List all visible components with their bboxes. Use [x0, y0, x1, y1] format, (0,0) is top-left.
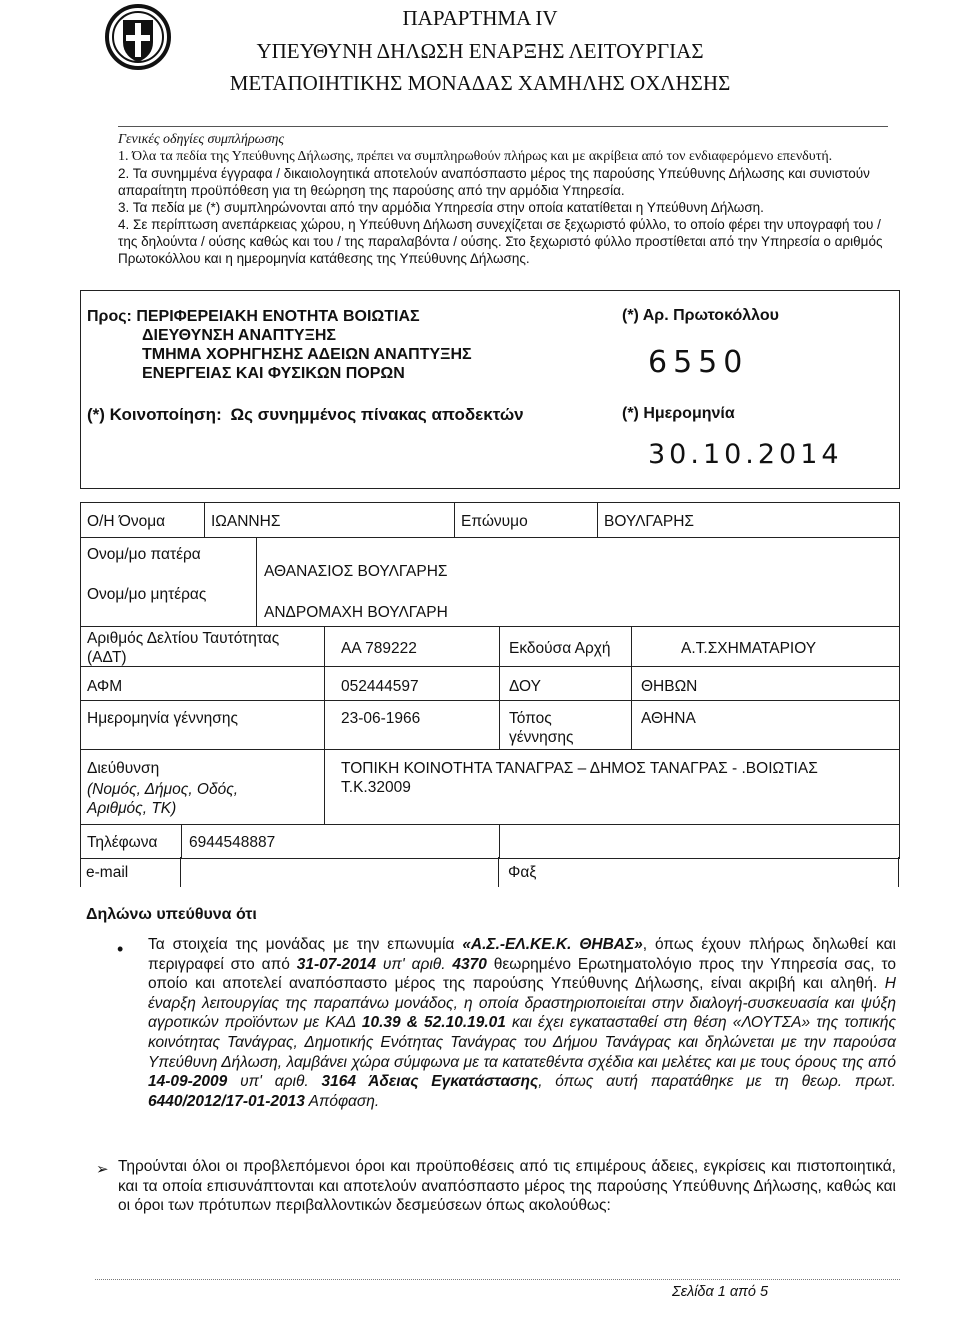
- instructions-heading: Γενικές οδηγίες συμπλήρωσης: [118, 132, 285, 147]
- declaration-paragraph: Τα στοιχεία της μονάδας με την επωνυμία «Α.Σ.-ΕΛ.ΚΕ.Κ. ΘΗΒΑΣ», όπως έχουν πλήρως δηλωθεί και περιγραφεί στο από 31-07-2014 υπ' αριθ. 4370 θεωρημένο Ερωτηματολόγιο προς την Υπηρεσία σας, το οποίο και αποτελεί αναπόσπαστο μέρος της παρούσης Υπεύθυνης Δήλωσης, είναι ακριβή και αληθή. Η έναρξη λειτουργίας της παραπάνω μονάδος, η οποία δραστηριοποιείται στην διαλογή-συσκευασία και ψύξη αγροτικών προϊόντων με ΚΑΔ 10.39 & 52.10.19.01 και έχει εγκατασταθεί στη θέση «ΛΟΥΤΣΑ» της τοπικής κοινότητας Τανάγρας, Δημοτικής Ενότητας Τανάγρας του Δήμου Τανάγρας και δηλώνεται με την παρούσα Υπεύθυνη Δήλωση, λαμβάνει χώρα σύμφωνα με τα κατατεθέντα σχέδια και μελέτες και με τους όρους της από 14-09-2009 υπ' αριθ. 3164 Άδειας Εγκατάστασης, όπως αυτή παρατάθηκε με τη θεωρ. πρωτ. 6440/2012/17-01-2013 Απόφαση.: [148, 936, 896, 1110]
- afm-value: 052444597: [341, 678, 419, 695]
- name-value: ΙΩΑΝΝΗΣ: [211, 513, 281, 530]
- date-label: (*) Ημερομηνία: [622, 405, 735, 422]
- doy-label: ΔΟΥ: [509, 678, 541, 695]
- recipient-line-4: ΕΝΕΡΓΕΙΑΣ ΚΑΙ ΦΥΣΙΚΩΝ ΠΟΡΩΝ: [142, 365, 405, 382]
- arrow-bullet-icon: ➢: [96, 1161, 109, 1178]
- instruction-4: 4. Σε περίπτωση ανεπάρκειας χώρου, η Υπεύθυνη Δήλωση συνεχίζεται σε ξεχωριστό φύλλο, το οποίο φέρει την υπογραφή του / της δηλούντα / ούσης καθώς και του / της παραλαβόντα / ούσης. Στο ξεχωριστό φύλλο προστίθεται από την Υπηρεσία ο αριθμός Πρωτοκόλλου και η ημερομηνία κατάθεσης της Υπεύθυνης Δήλωσης.: [118, 217, 883, 266]
- surname-value: ΒΟΥΛΓΑΡΗΣ: [604, 513, 695, 530]
- annex-title: ΠΑΡΑΡΤΗΜΑ IV: [402, 6, 558, 30]
- address-label: Διεύθυνση: [87, 760, 160, 777]
- recipient-line-3: ΤΜΗΜΑ ΧΟΡΗΓΗΣΗΣ ΑΔΕΙΩΝ ΑΝΑΠΤΥΞΗΣ: [142, 346, 472, 363]
- afm-label: ΑΦΜ: [87, 678, 123, 695]
- id-value: ΑΑ 789222: [341, 640, 417, 657]
- protocol-label: (*) Αρ. Πρωτοκόλλου: [622, 307, 779, 324]
- address-hint: (Νομός, Δήμος, Οδός, Αριθμός, ΤΚ): [87, 781, 239, 817]
- page-number: Σελίδα 1 από 5: [672, 1284, 769, 1300]
- email-label: e-mail: [86, 864, 129, 881]
- mother-label: Ονομ/μο μητέρας: [87, 586, 207, 603]
- issuer-label: Εκδούσα Αρχή: [509, 640, 611, 657]
- birthplace-label: Τόπος γέννησης: [509, 710, 574, 746]
- recipient-box: [80, 290, 900, 489]
- birthdate-value: 23-06-1966: [341, 710, 421, 727]
- recipient-line-1: ΠΕΡΙΦΕΡΕΙΑΚΗ ΕΝΟΤΗΤΑ ΒΟΙΩΤΙΑΣ: [136, 308, 420, 325]
- cc-line: [87, 405, 524, 425]
- separator-line: [118, 126, 888, 127]
- surname-label: Επώνυμο: [461, 513, 528, 530]
- to-label: Προς:: [87, 308, 132, 325]
- recipient-line-2: ΔΙΕΥΘΥΝΣΗ ΑΝΑΠΤΥΞΗΣ: [142, 327, 337, 344]
- personal-details-table: [80, 502, 900, 859]
- conditions-paragraph: Τηρούνται όλοι οι προβλεπόμενοι όροι και προϋποθέσεις από τις επιμέρους άδειες, εγκρίσεις και πιστοποιητικά, και τα οποία επισυνάπτονται και αποτελούν αναπόσπαστο μέρος της παρούσης Υπεύθυνης Δήλωσης, καθώς και οι όροι των πρότυπων περιβαλλοντικών δεσμεύσεων όπως ακολούθως:: [118, 1158, 896, 1215]
- instruction-2: 2. Τα συνημμένα έγγραφα / δικαιολογητικά αποτελούν αναπόσπαστο μέρος της παρούσης Υπεύθυνης Δήλωσης και συνιστούν απαραίτητη προϋπόθεση για τη θεώρηση της παρούσης από την αρμόδια Υπηρεσία.: [118, 166, 870, 198]
- instructions-block: [118, 131, 898, 267]
- recipient-block: [87, 307, 472, 383]
- birthdate-label: Ημερομηνία γέννησης: [87, 710, 238, 727]
- bullet-icon: •: [117, 939, 124, 959]
- fax-label: Φαξ: [508, 864, 537, 881]
- phone-label: Τηλέφωνα: [87, 834, 158, 851]
- issuer-value: Α.Τ.ΣΧΗΜΑΤΑΡΙΟΥ: [681, 640, 817, 657]
- protocol-number: 6550: [648, 345, 749, 380]
- father-value: ΑΘΑΝΑΣΙΟΣ ΒΟΥΛΓΑΡΗΣ: [264, 563, 448, 580]
- footer-line: [95, 1279, 900, 1280]
- cc-label: (*) Κοινοποίηση:: [87, 405, 222, 424]
- cc-value: Ως συνημμένος πίνακας αποδεκτών: [230, 405, 524, 424]
- instruction-1: 1. Όλα τα πεδία της Υπεύθυνης Δήλωσης, πρέπει να συμπληρωθούν πλήρως και με ακρίβεια από τον ενδιαφερόμενο επενδυτή.: [118, 149, 833, 164]
- declaration-heading: Δηλώνω υπεύθυνα ότι: [86, 906, 257, 923]
- instruction-3: 3. Τα πεδία με (*) συμπληρώνονται από την αρμόδια Υπηρεσία στην οποία κατατίθεται η Υπεύθυνη Δήλωση.: [118, 200, 764, 215]
- mother-value: ΑΝΔΡΟΜΑΧΗ ΒΟΥΛΓΑΡΗ: [264, 604, 448, 621]
- unit-title: ΜΕΤΑΠΟΙΗΤΙΚΗΣ ΜΟΝΑΔΑΣ ΧΑΜΗΛΗΣ ΟΧΛΗΣΗΣ: [229, 71, 731, 95]
- id-label: Αριθμός Δελτίου Ταυτότητας (ΑΔΤ): [87, 630, 280, 666]
- birthplace-value: ΑΘΗΝΑ: [641, 710, 696, 727]
- name-label: Ο/Η Όνομα: [87, 513, 166, 530]
- phone-value: 6944548887: [189, 834, 276, 851]
- date-value: 30.10.2014: [648, 439, 843, 470]
- address-value: ΤΟΠΙΚΗ ΚΟΙΝΟΤΗΤΑ ΤΑΝΑΓΡΑΣ – ΔΗΜΟΣ ΤΑΝΑΓΡΑΣ - .ΒΟΙΩΤΙΑΣ: [341, 760, 818, 777]
- father-label: Ονομ/μο πατέρα: [87, 546, 201, 563]
- doy-value: ΘΗΒΩΝ: [641, 678, 698, 695]
- declaration-title: ΥΠΕΥΘΥΝΗ ΔΗΛΩΣΗ ΕΝΑΡΞΗΣ ΛΕΙΤΟΥΡΓΙΑΣ: [256, 39, 704, 63]
- postal-code-value: Τ.Κ.32009: [341, 779, 411, 796]
